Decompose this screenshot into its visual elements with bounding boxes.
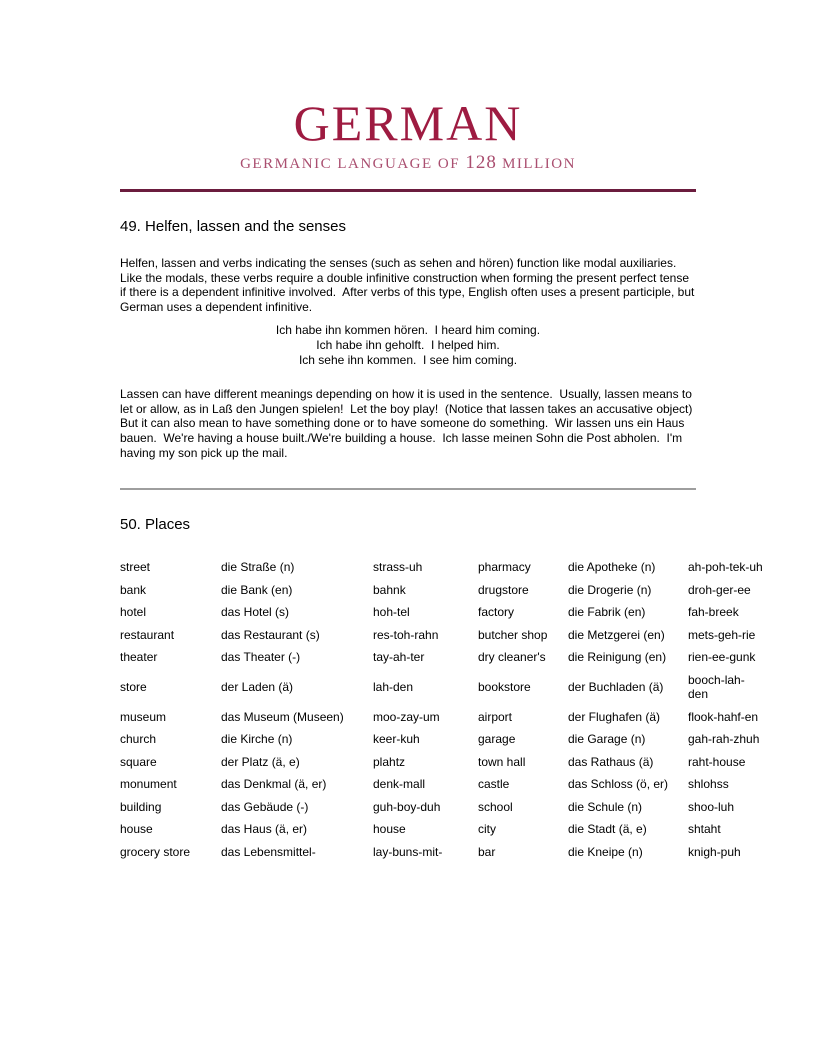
- cell-english: museum: [120, 709, 167, 724]
- cell-english: bookstore: [478, 679, 531, 694]
- cell-pronunciation: bahnk: [373, 582, 406, 597]
- section-49-heading: 49. Helfen, lassen and the senses: [120, 218, 346, 235]
- cell-german: die Garage (n): [568, 732, 646, 747]
- cell-english: drugstore: [478, 582, 529, 597]
- cell-pronunciation: guh-boy-duh: [373, 799, 441, 814]
- cell-english: grocery store: [120, 844, 191, 859]
- example-line: Ich sehe ihn kommen. I see him coming.: [298, 352, 518, 367]
- cell-pronunciation: fah-breek: [688, 605, 739, 620]
- table-row: [120, 624, 767, 647]
- table-row: [120, 646, 767, 669]
- cell-english: garage: [478, 732, 516, 747]
- cell-german: das Restaurant (s): [221, 627, 320, 642]
- cell-german: das Gebäude (-): [221, 799, 309, 814]
- cell-german: der Laden (ä): [221, 679, 294, 694]
- cell-english: church: [120, 732, 157, 747]
- cell-pronunciation: plahtz: [373, 754, 406, 769]
- cell-english: castle: [478, 777, 510, 792]
- cell-german: das Theater (-): [221, 650, 301, 665]
- cell-german: das Denkmal (ä, er): [221, 777, 327, 792]
- cell-german: die Bank (en): [221, 582, 293, 597]
- cell-german: die Apotheke (n): [568, 560, 656, 575]
- cell-german: die Drogerie (n): [568, 582, 652, 597]
- table-row: [120, 841, 767, 864]
- cell-english: square: [120, 754, 157, 769]
- section-49-paragraph-2: Lassen can have different meanings depending on how it is used in the sentence. Usually, lassen means to let or allow, as in Laß den Jungen spielen! Let the boy play! (Notice that lassen takes an accusative object) But it can also mean to have something done or to have someone do something. Wir lassen uns ein Haus bauen. We're having a house built./We're building a house. Ich lasse meinen Sohn die Post abholen. I'm having my son pick up the mail.: [120, 387, 700, 460]
- cell-pronunciation: raht-house: [688, 754, 746, 769]
- cell-english: restaurant: [120, 627, 175, 642]
- cell-pronunciation: lah-den: [373, 679, 414, 694]
- table-row: [120, 556, 767, 579]
- table-row: [120, 706, 767, 729]
- cell-english: theater: [120, 650, 158, 665]
- cell-pronunciation: strass-uh: [373, 560, 423, 575]
- logo-subtitle-suffix: MILLION: [496, 156, 576, 172]
- german-logo: [120, 0, 696, 174]
- logo-subtitle-prefix: GERMANIC LANGUAGE OF: [240, 156, 466, 172]
- cell-pronunciation: shoo-luh: [688, 799, 735, 814]
- cell-pronunciation: tay-ah-ter: [373, 650, 425, 665]
- cell-english: school: [478, 799, 513, 814]
- cell-german: die Stadt (ä, e): [568, 822, 647, 837]
- table-row: [120, 751, 767, 774]
- cell-pronunciation: knigh-puh: [688, 844, 741, 859]
- cell-german: das Lebensmittel-: [221, 844, 316, 859]
- cell-english: factory: [478, 605, 515, 620]
- cell-pronunciation: ah-poh-tek-uh: [688, 560, 763, 575]
- cell-english: bar: [478, 844, 496, 859]
- table-row: [120, 601, 767, 624]
- cell-german: das Museum (Museen): [221, 709, 344, 724]
- cell-pronunciation: hoh-tel: [373, 605, 410, 620]
- logo-subtitle-number: 128: [465, 152, 497, 173]
- cell-english: monument: [120, 777, 177, 792]
- table-row: [120, 818, 767, 841]
- cell-english: airport: [478, 709, 513, 724]
- cell-german: die Kneipe (n): [568, 844, 643, 859]
- cell-german: der Buchladen (ä): [568, 679, 664, 694]
- table-row: [120, 796, 767, 819]
- cell-pronunciation: droh-ger-ee: [688, 582, 751, 597]
- cell-pronunciation: house: [373, 822, 406, 837]
- cell-german: die Kirche (n): [221, 732, 293, 747]
- cell-pronunciation: lay-buns-mit-: [373, 844, 443, 859]
- table-row: [120, 579, 767, 602]
- section-49-paragraph-1: Helfen, lassen and verbs indicating the senses (such as sehen and hören) function like modal auxiliaries. Like the modals, these verbs require a double infinitive construction when forming the present perfect tense if there is a dependent infinitive involved. After verbs of this type, English often uses a present participle, but German uses a dependent infinitive.: [120, 256, 698, 314]
- cell-german: die Fabrik (en): [568, 605, 646, 620]
- cell-german: das Hotel (s): [221, 605, 290, 620]
- cell-english: building: [120, 799, 162, 814]
- cell-pronunciation: shlohss: [688, 777, 729, 792]
- cell-pronunciation: res-toh-rahn: [373, 627, 439, 642]
- cell-english: city: [478, 822, 496, 837]
- cell-english: house: [120, 822, 153, 837]
- page-content: [120, 0, 763, 863]
- logo-title: GERMAN: [293, 95, 523, 151]
- cell-pronunciation: gah-rah-zhuh: [688, 732, 760, 747]
- cell-pronunciation: booch-lah-den: [688, 672, 745, 702]
- cell-english: butcher shop: [478, 627, 548, 642]
- cell-english: town hall: [478, 754, 526, 769]
- cell-pronunciation: keer-kuh: [373, 732, 420, 747]
- table-row: [120, 669, 767, 706]
- cell-pronunciation: shtaht: [688, 822, 721, 837]
- cell-english: dry cleaner's: [478, 650, 546, 665]
- table-row: [120, 773, 767, 796]
- cell-pronunciation: flook-hahf-en: [688, 709, 759, 724]
- cell-english: bank: [120, 582, 147, 597]
- cell-german: das Haus (ä, er): [221, 822, 308, 837]
- cell-german: die Schule (n): [568, 799, 643, 814]
- cell-german: die Reinigung (en): [568, 650, 667, 665]
- cell-english: street: [120, 560, 151, 575]
- cell-german: der Flughafen (ä): [568, 709, 661, 724]
- table-row: [120, 728, 767, 751]
- cell-english: hotel: [120, 605, 147, 620]
- cell-english: store: [120, 679, 147, 694]
- cell-pronunciation: mets-geh-rie: [688, 627, 756, 642]
- example-line: Ich habe ihn kommen hören. I heard him coming.: [275, 323, 541, 338]
- logo-subtitle: [120, 153, 696, 174]
- gray-divider: [120, 488, 696, 490]
- maroon-divider: [120, 189, 696, 192]
- cell-pronunciation: moo-zay-um: [373, 709, 440, 724]
- cell-pronunciation: rien-ee-gunk: [688, 650, 756, 665]
- example-line: Ich habe ihn geholft. I helped him.: [316, 337, 500, 352]
- places-vocabulary-table: [120, 556, 767, 863]
- cell-german: der Platz (ä, e): [221, 754, 300, 769]
- cell-english: pharmacy: [478, 560, 531, 575]
- cell-german: die Metzgerei (en): [568, 627, 665, 642]
- example-sentences: [120, 323, 696, 367]
- cell-german: die Straße (n): [221, 560, 295, 575]
- cell-german: das Rathaus (ä): [568, 754, 654, 769]
- cell-german: das Schloss (ö, er): [568, 777, 669, 792]
- cell-pronunciation: denk-mall: [373, 777, 426, 792]
- section-50-heading: 50. Places: [120, 516, 191, 534]
